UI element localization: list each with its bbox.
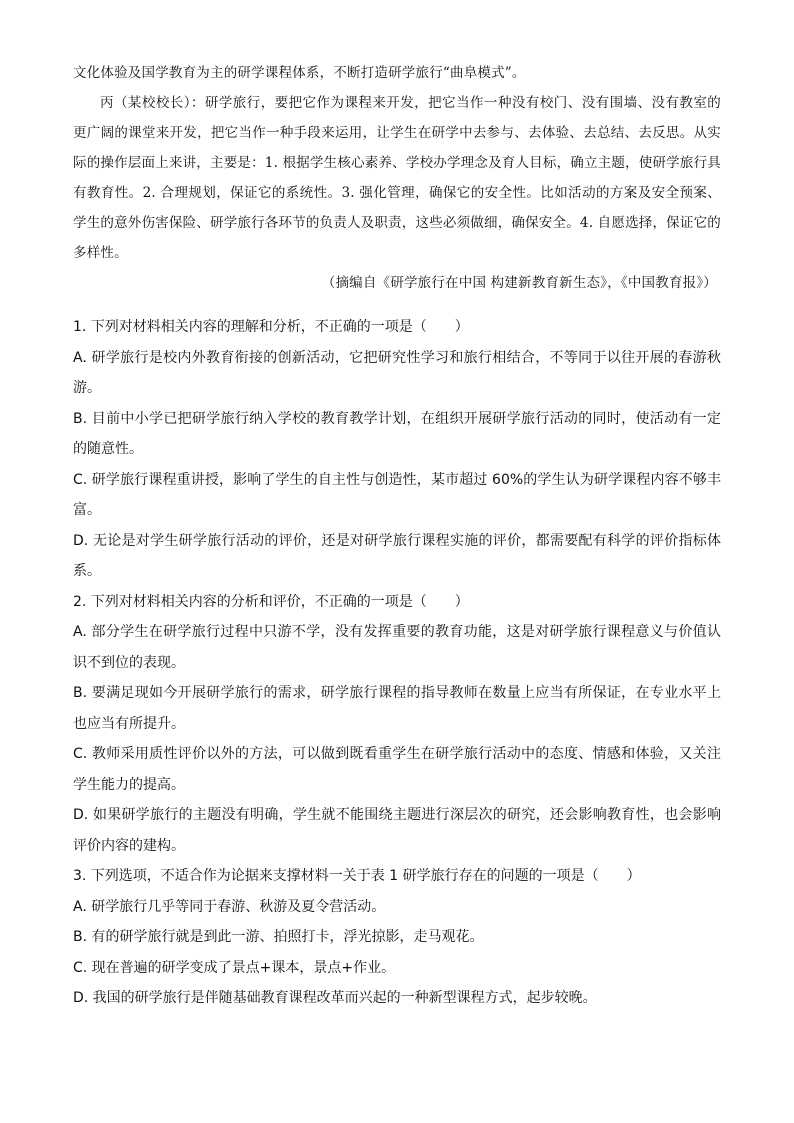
question-1 [73, 312, 721, 587]
option-a: A. 研学旅行几乎等同于春游、秋游及夏令营活动。 [73, 898, 386, 915]
question-stem: 2. 下列对材料相关内容的分析和评价，不正确的一项是（ ） [73, 593, 469, 610]
option-a: A. 研学旅行是校内外教育衔接的创新活动，它把研究性学习和旅行相结合，不等同于以往开展的春游秋游。 [73, 349, 721, 396]
reading-material [73, 58, 721, 298]
question-stem: 3. 下列选项，不适合作为论据来支撑材料一关于表 1 研学旅行存在的问题的一项是（ ） [73, 868, 641, 884]
option-d: D. 如果研学旅行的主题没有明确，学生就不能围绕主题进行深层次的研究，还会影响教育性，也会影响评价内容的建构。 [73, 807, 721, 854]
option-c: C. 教师采用质性评价以外的方法，可以做到既看重学生在研学旅行活动中的态度、情感和体验，又关注学生能力的提高。 [73, 746, 721, 793]
option-c: C. 研学旅行课程重讲授，影响了学生的自主性与创造性，某市超过 60%的学生认为研学课程内容不够丰富。 [73, 471, 721, 518]
question-3 [73, 861, 721, 1014]
option-c: C. 现在普遍的研学变成了景点+课本，景点+作业。 [73, 959, 396, 976]
option-a: A. 部分学生在研学旅行过程中只游不学，没有发挥重要的教育功能，这是对研学旅行课程意义与价值认识不到位的表现。 [73, 624, 721, 671]
option-d: D. 我国的研学旅行是伴随基础教育课程改革而兴起的一种新型课程方式，起步较晚。 [73, 990, 597, 1006]
option-b: B. 有的研学旅行就是到此一游、拍照打卡，浮光掠影，走马观花。 [73, 929, 484, 945]
question-list [73, 312, 721, 1014]
option-b: B. 目前中小学已把研学旅行纳入学校的教育教学计划，在组织开展研学旅行活动的同时，使活动有一定的随意性。 [73, 410, 721, 457]
option-d: D. 无论是对学生研学旅行活动的评价，还是对研学旅行课程实施的评价，都需要配有科学的评价指标体系。 [73, 532, 721, 579]
question-2 [73, 587, 721, 862]
material-line-top: 文化体验及国学教育为主的研学课程体系，不断打造研学旅行“曲阜模式”。 [73, 65, 526, 81]
material-paragraph-bing: 丙（某校校长）：研学旅行，要把它作为课程来开发，把它当作一种没有校门、没有围墙、没有教室的更广阔的课堂来开发，把它当作一种手段来运用，让学生在研学中去参与、去体验、去总结、去反思。从实际的操作层面上来讲，主要是：1. 根据学生核心素养、学校办学理念及育人目标，确立主题，使研学旅行具有教育性。2. 合理规划，保证它的系统性。3. 强化管理，确保它的安全性。比如活动的方案及安全预案、学生的意外伤害保险、研学旅行各环节的负责人及职责，这些必须做细，确保安全。4. 自愿选择，保证它的多样性。 [73, 95, 721, 261]
question-stem: 1. 下列对材料相关内容的理解和分析，不正确的一项是（ ） [73, 319, 469, 335]
option-b: B. 要满足现如今开展研学旅行的需求，研学旅行课程的指导教师在数量上应当有所保证，在专业水平上也应当有所提升。 [73, 685, 721, 732]
material-source: （摘编自《研学旅行在中国 构建新教育新生态》，《中国教育报》） [321, 275, 717, 291]
